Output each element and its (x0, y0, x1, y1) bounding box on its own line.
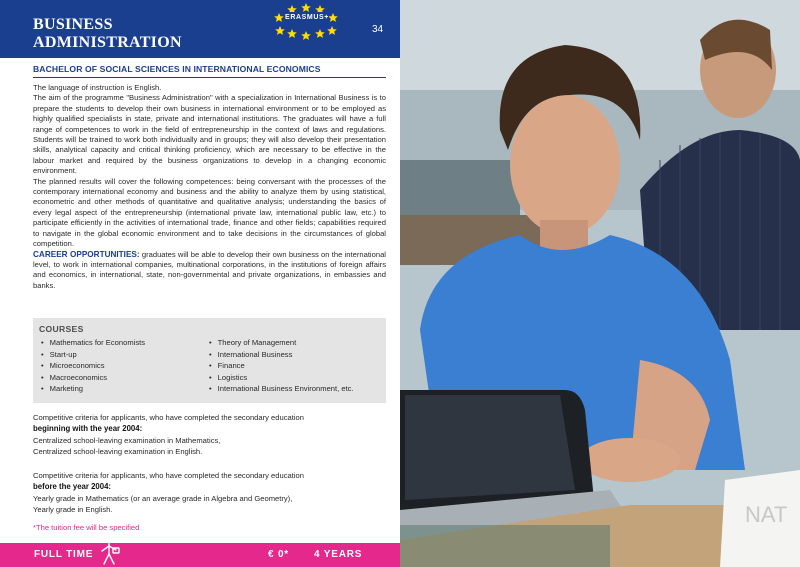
courses-column-2 (209, 337, 354, 395)
students-photo (400, 0, 800, 567)
criteria-intro: Competitive criteria for applicants, who have completed the secondary education (33, 471, 304, 480)
results-paragraph: The planned results will cover the following competences: being conversant with the processes of the contemporary international economy and business and the ability to analyze them by using statistical, econometric and other methods of quantitative and qualitative analysis; understanding the basics of every legal aspect of the entrepreneurship (international private law, international public law, etc.) to participate efficiently in the activities of international trade, finance and other fields; capabilities required to navigate in the global economic environment and to take decisions in the circumstances of global competition. (33, 176, 386, 249)
courses-box (33, 318, 386, 403)
course-item: • Mathematics for Economists (41, 337, 145, 349)
course-item: • International Business Environment, etc. (209, 383, 354, 395)
courses-title: COURSES (39, 324, 84, 334)
page-title-line-2: ADMINISTRATION (33, 34, 182, 51)
page-title (33, 16, 182, 52)
course-item: • Start-up (41, 349, 145, 361)
language-paragraph: The language of instruction is English. (33, 83, 162, 92)
course-item: • International Business (209, 349, 354, 361)
criteria-year: before the year 2004: (33, 482, 112, 492)
courses-column-1 (41, 337, 145, 395)
degree-subtitle: BACHELOR OF SOCIAL SCIENCES IN INTERNATIONAL ECONOMICS (33, 64, 386, 78)
criteria-before-2004 (33, 470, 386, 516)
page-number: 34 (372, 24, 384, 35)
criteria-after-2004 (33, 412, 386, 458)
criteria-intro: Competitive criteria for applicants, who have completed the secondary education (33, 413, 304, 422)
criteria-year: beginning with the year 2004: (33, 424, 143, 434)
course-item: • Theory of Management (209, 337, 354, 349)
career-text: graduates will be able to develop their own business on the international level, to work in international companies, multinational corporations, in the institutions of foreign affairs and economics, in international, state, non-governmental and private organizations, in embassies and banks. (33, 249, 386, 290)
criteria-line: Yearly grade in English. (33, 505, 113, 515)
page-title-line-1: BUSINESS (33, 16, 113, 33)
program-description (33, 83, 386, 291)
career-paragraph (33, 250, 386, 292)
tuition-note: *The tuition fee will be specified (33, 523, 140, 532)
page-header (0, 0, 400, 58)
tuition-fee: € 0* (268, 549, 289, 560)
study-mode: FULL TIME (34, 549, 94, 560)
program-duration: 4 YEARS (314, 549, 363, 560)
criteria-line: Centralized school-leaving examination in English. (33, 447, 203, 457)
page-footer (0, 543, 400, 567)
aim-paragraph: The aim of the programme "Business Administration" with a specialization in International Business is to prepare the students to develop their own business in international environment or to be employed as highly qualified specialists in state, private and international institutions. The graduates will have a full range of competences to work in the field of entrepreneurship in the context of laws and regulations. Students will be trained to work both individually and in groups; they will also develop their presentation skills, analytical capacity and critical thinking proficiency, which are necessary to be effective in the labour market and required by the business organizations to develop in a changing economic environment. (33, 93, 386, 176)
career-heading: CAREER OPPORTUNITIES: (33, 249, 140, 259)
criteria-line: Yearly grade in Mathematics (or an average grade in Algebra and Geometry), (33, 493, 293, 503)
criteria-line: Centralized school-leaving examination in Mathematics, (33, 435, 221, 445)
course-item: • Microeconomics (41, 360, 145, 372)
course-item: • Marketing (41, 383, 145, 395)
erasmus-label: ERASMUS+ (285, 14, 329, 21)
course-item: • Macroeconomics (41, 372, 145, 384)
svg-text:NAT: NAT (745, 502, 788, 527)
student-figure-icon (96, 534, 122, 567)
course-item: • Logistics (209, 372, 354, 384)
erasmus-logo (270, 2, 342, 42)
course-item: • Finance (209, 360, 354, 372)
